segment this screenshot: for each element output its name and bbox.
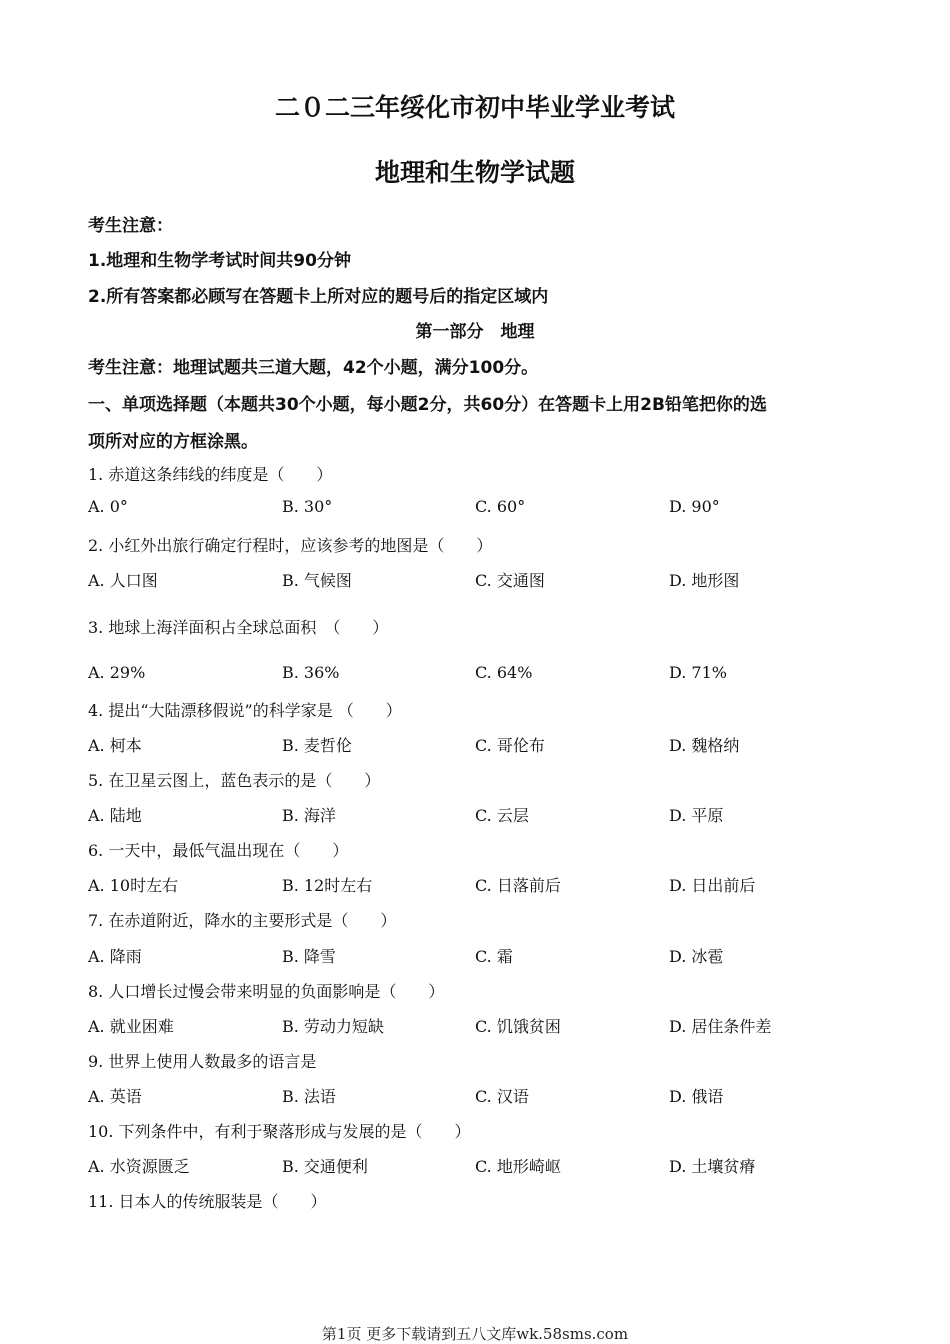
question-8-option-a: A. 就业困难: [88, 1017, 174, 1036]
question-7-option-b: B. 降雪: [282, 947, 336, 966]
question-8-option-c: C. 饥饿贫困: [475, 1017, 561, 1036]
question-9-stem: 9. 世界上使用人数最多的语言是: [88, 1052, 317, 1071]
question-7-option-d: D. 冰雹: [669, 947, 724, 966]
question-5-option-a: A. 陆地: [88, 806, 142, 825]
question-6-stem: 6. 一天中，最低气温出现在（ ）: [88, 841, 349, 860]
question-7-option-c: C. 霜: [475, 947, 513, 966]
question-11-stem: 11. 日本人的传统服装是（ ）: [88, 1192, 327, 1211]
question-9-option-b: B. 法语: [282, 1087, 336, 1106]
question-2-option-b: B. 气候图: [282, 571, 352, 590]
question-2-option-d: D. 地形图: [669, 571, 740, 590]
question-10-option-b: B. 交通便利: [282, 1157, 368, 1176]
question-8-stem: 8. 人口增长过慢会带来明显的负面影响是（ ）: [88, 982, 445, 1001]
question-1-option-a: A. 0°: [88, 497, 128, 516]
section-title-line2: 项所对应的方框涂黑。: [88, 432, 258, 452]
question-7-option-a: A. 降雨: [88, 947, 142, 966]
question-5-stem: 5. 在卫星云图上，蓝色表示的是（ ）: [88, 771, 381, 790]
question-8-option-b: B. 劳动力短缺: [282, 1017, 384, 1036]
question-5-option-c: C. 云层: [475, 806, 529, 825]
question-10-option-a: A. 水资源匮乏: [88, 1157, 190, 1176]
question-6-option-a: A. 10时左右: [88, 876, 179, 895]
question-4-stem: 4. 提出“大陆漂移假说”的科学家是 （ ）: [88, 701, 402, 720]
page-footer: 第1页 更多下载请到五八文库wk.58sms.com: [321, 1325, 629, 1343]
question-4-option-a: A. 柯本: [88, 736, 142, 755]
question-3-option-a: A. 29%: [88, 663, 146, 682]
question-1-stem: 1. 赤道这条纬线的纬度是（ ）: [88, 465, 333, 484]
question-4-option-c: C. 哥伦布: [475, 736, 545, 755]
question-7-stem: 7. 在赤道附近，降水的主要形式是（ ）: [88, 911, 397, 930]
question-9-option-c: C. 汉语: [475, 1087, 529, 1106]
question-5-option-d: D. 平原: [669, 806, 724, 825]
question-2-option-c: C. 交通图: [475, 571, 545, 590]
exam-title: 二０二三年绥化市初中毕业学业考试: [274, 93, 675, 122]
exam-subtitle: 地理和生物学试题: [374, 158, 575, 187]
question-5-option-b: B. 海洋: [282, 806, 336, 825]
question-1-option-b: B. 30°: [282, 497, 333, 516]
question-10-option-d: D. 土壤贫瘠: [669, 1157, 756, 1176]
question-8-option-d: D. 居住条件差: [669, 1017, 772, 1036]
notice-1: 1.地理和生物学考试时间共90分钟: [88, 251, 351, 271]
question-4-option-b: B. 麦哲伦: [282, 736, 352, 755]
notice-heading: 考生注意：: [88, 216, 173, 236]
section-title-line1: 一、单项选择题（本题共30个小题，每小题2分，共60分）在答题卡上用2B铅笔把你的选: [88, 395, 767, 415]
question-3-option-d: D. 71%: [669, 663, 727, 682]
question-1-option-d: D. 90°: [669, 497, 720, 516]
question-9-option-a: A. 英语: [88, 1087, 142, 1106]
question-3-stem: 3. 地球上海洋面积占全球总面积 （ ）: [88, 618, 389, 637]
question-6-option-b: B. 12时左右: [282, 876, 373, 895]
question-6-option-d: D. 日出前后: [669, 876, 756, 895]
question-10-stem: 10. 下列条件中，有利于聚落形成与发展的是（ ）: [88, 1122, 471, 1141]
question-4-option-d: D. 魏格纳: [669, 736, 740, 755]
part-notice: 考生注意：地理试题共三道大题，42个小题，满分100分。: [88, 358, 539, 378]
question-2-stem: 2. 小红外出旅行确定行程时，应该参考的地图是（ ）: [88, 536, 493, 555]
question-3-option-c: C. 64%: [475, 663, 533, 682]
question-9-option-d: D. 俄语: [669, 1087, 724, 1106]
question-10-option-c: C. 地形崎岖: [475, 1157, 561, 1176]
question-6-option-c: C. 日落前后: [475, 876, 561, 895]
part-title: 第一部分 地理: [415, 322, 535, 342]
question-1-option-c: C. 60°: [475, 497, 526, 516]
question-3-option-b: B. 36%: [282, 663, 340, 682]
question-2-option-a: A. 人口图: [88, 571, 158, 590]
notice-2: 2.所有答案都必顾写在答题卡上所对应的题号后的指定区域内: [88, 287, 549, 307]
